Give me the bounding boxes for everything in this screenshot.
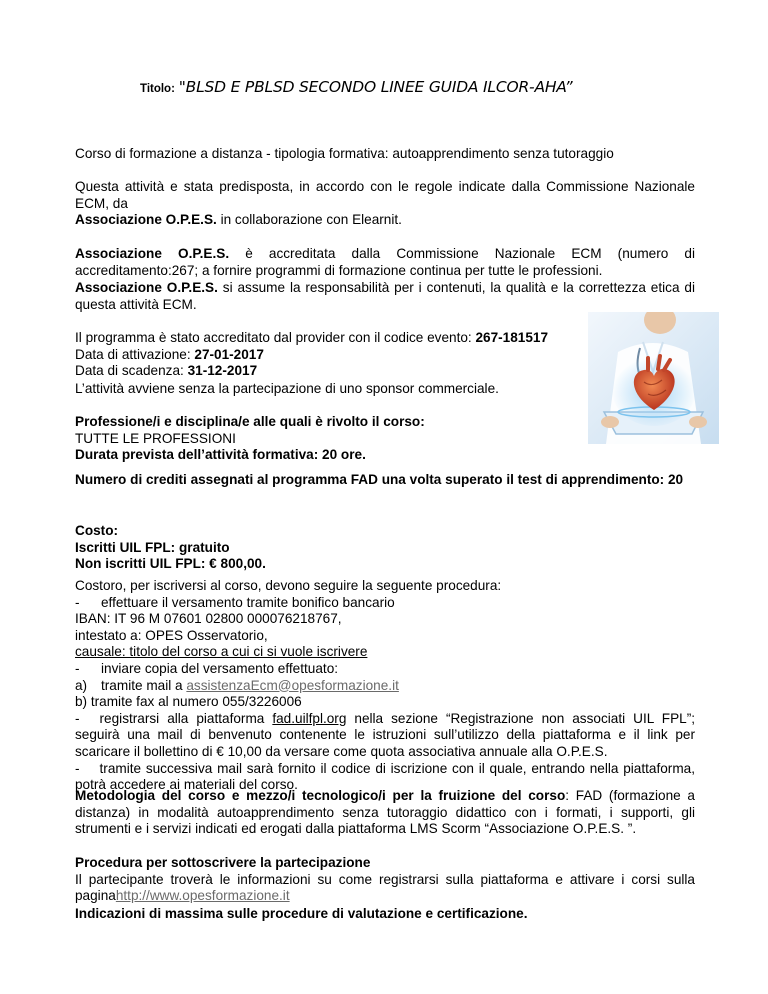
predisposta-org: Associazione O.P.E.S.: [75, 212, 217, 228]
professioni-value: TUTTE LE PROFESSIONI: [75, 430, 236, 446]
sottoscrivere-paragraph: [75, 855, 695, 905]
intro-paragraph: Corso di formazione a distanza - tipologia formativa: autoapprendimento senza tutoraggio: [75, 146, 614, 161]
option-a-text: tramite mail a: [101, 677, 187, 693]
step-2-text: inviare copia del versamento effettuato:: [101, 660, 339, 676]
programma-paragraph: [75, 330, 575, 380]
medical-heart-image: [588, 312, 719, 444]
title-main: "BLSD E PBLSD SECONDO LINEE GUIDA ILCOR-AHA”: [178, 78, 573, 96]
procedura-option-a: [75, 678, 695, 695]
metodologia-paragraph: [75, 788, 695, 838]
costo-non-iscritti: Non iscritti UIL FPL: € 800,00.: [75, 556, 266, 572]
responsabilita-text: si assume la responsabilità per i contenuti, la qualità e la correttezza etica di questa attività ECM.: [75, 280, 695, 312]
metodologia-heading: Metodologia del corso e mezzo/i tecnologico/i per la fruizione del corso: [75, 788, 566, 803]
fad-uilfpl-link[interactable]: fad.uilfpl.org: [272, 710, 347, 726]
procedura-step-3: [75, 711, 695, 761]
dash-marker: -: [75, 660, 80, 676]
procedura-step-2: [75, 661, 695, 678]
accreditata-paragraph: [75, 246, 695, 279]
accreditata-org: Associazione O.P.E.S.: [75, 246, 230, 261]
predisposta-text: Questa attività e stata predisposta, in accordo con le regole indicate dalla Commissione Nazionale ECM, da: [75, 179, 695, 211]
procedura-section: [75, 578, 695, 794]
responsabilita-org: Associazione O.P.E.S.: [75, 280, 218, 295]
responsabilita-paragraph: [75, 280, 695, 313]
costo-paragraph: [75, 523, 695, 573]
step-1-text: effettuare il versamento tramite bonifico bancario: [101, 594, 395, 610]
crediti-paragraph: Numero di crediti assegnati al programma FAD una volta superato il test di apprendimento: 20: [75, 472, 684, 487]
reg-text: registrarsi alla piattaforma: [99, 710, 273, 726]
evento-value: 267-181517: [475, 330, 549, 345]
professioni-heading: Professione/i e disciplina/e alle quali è rivolto il corso:: [75, 414, 425, 429]
dash-marker: -: [75, 760, 80, 776]
reg-text-2: nella sezione “Registrazione non associati UIL FPL”; seguirà una mail di benvenuto contenente le istruzioni sull’utilizzo della piattaforma e il link per scaricare il bollettino di € 10,00 da versare come quota associativa annuale alla O.P.E.S.: [75, 710, 696, 759]
causale-line: causale: titolo del corso a cui ci si vuole iscrivere: [75, 644, 368, 660]
evento-label: Il programma è stato accreditato dal provider con il codice evento:: [75, 330, 476, 345]
title-prefix: Titolo:: [140, 83, 175, 95]
predisposta-collab: in collaborazione con Elearnit.: [216, 212, 402, 228]
professioni-paragraph: [75, 414, 575, 464]
document-title: [140, 79, 573, 98]
procedura-option-b: b) tramite fax al numero 055/3226006: [75, 694, 302, 710]
iban-line: IBAN: IT 96 M 07601 02800 000076218767,: [75, 611, 342, 627]
assistenza-email-link[interactable]: assistenzaEcm@opesformazione.it: [186, 677, 399, 693]
procedura-step-1: [75, 595, 695, 612]
metodologia-text: : FAD (formazione a distanza) in modalità autoapprendimento senza tutoraggio didattico con i formati, i supporti, gli strumenti e i servizi indicati ed erogati dalla piattaforma LMS Scorm “Associazione O.P.E.S. ”.: [75, 788, 695, 837]
scadenza-value: 31-12-2017: [187, 363, 258, 379]
intestato-line: intestato a: OPES Osservatorio,: [75, 627, 268, 643]
accreditata-text: è accreditata dalla Commissione Nazionale ECM (numero di accreditamento:267; a fornire programmi di formazione continua per tutte le professioni.: [75, 246, 695, 278]
final-text: tramite successiva mail sarà fornito il codice di iscrizione con il quale, entrando nella piattaforma, potrà accedere ai materiali del corso.: [75, 760, 695, 793]
costo-heading: Costo:: [75, 523, 119, 538]
costo-iscritti: Iscritti UIL FPL: gratuito: [75, 539, 230, 555]
opesformazione-link[interactable]: http://www.opesformazione.it: [115, 888, 290, 904]
dash-marker: -: [75, 710, 80, 726]
sottoscrivere-heading: Procedura per sottoscrivere la partecipazione: [75, 855, 371, 870]
attivazione-value: 27-01-2017: [194, 346, 264, 362]
attivazione-label: Data di attivazione:: [75, 346, 195, 362]
sponsor-paragraph: L’attività avviene senza la partecipazione di uno sponsor commerciale.: [75, 381, 499, 396]
procedura-intro: Costoro, per iscriversi al corso, devono seguire la seguente procedura:: [75, 578, 502, 593]
option-a-marker: a): [75, 677, 88, 693]
valutazione-heading: Indicazioni di massima sulle procedure di valutazione e certificazione.: [75, 906, 528, 921]
sottoscrivere-text: Il partecipante troverà le informazioni su come registrarsi sulla piattaforma e attivare i corsi sulla pagina: [75, 871, 695, 904]
predisposta-paragraph: [75, 179, 695, 229]
heart-illustration-icon: [588, 312, 719, 444]
scadenza-label: Data di scadenza:: [75, 363, 188, 379]
durata-text: Durata prevista dell’attività formativa: 20 ore.: [75, 447, 366, 463]
dash-marker: -: [75, 594, 80, 610]
